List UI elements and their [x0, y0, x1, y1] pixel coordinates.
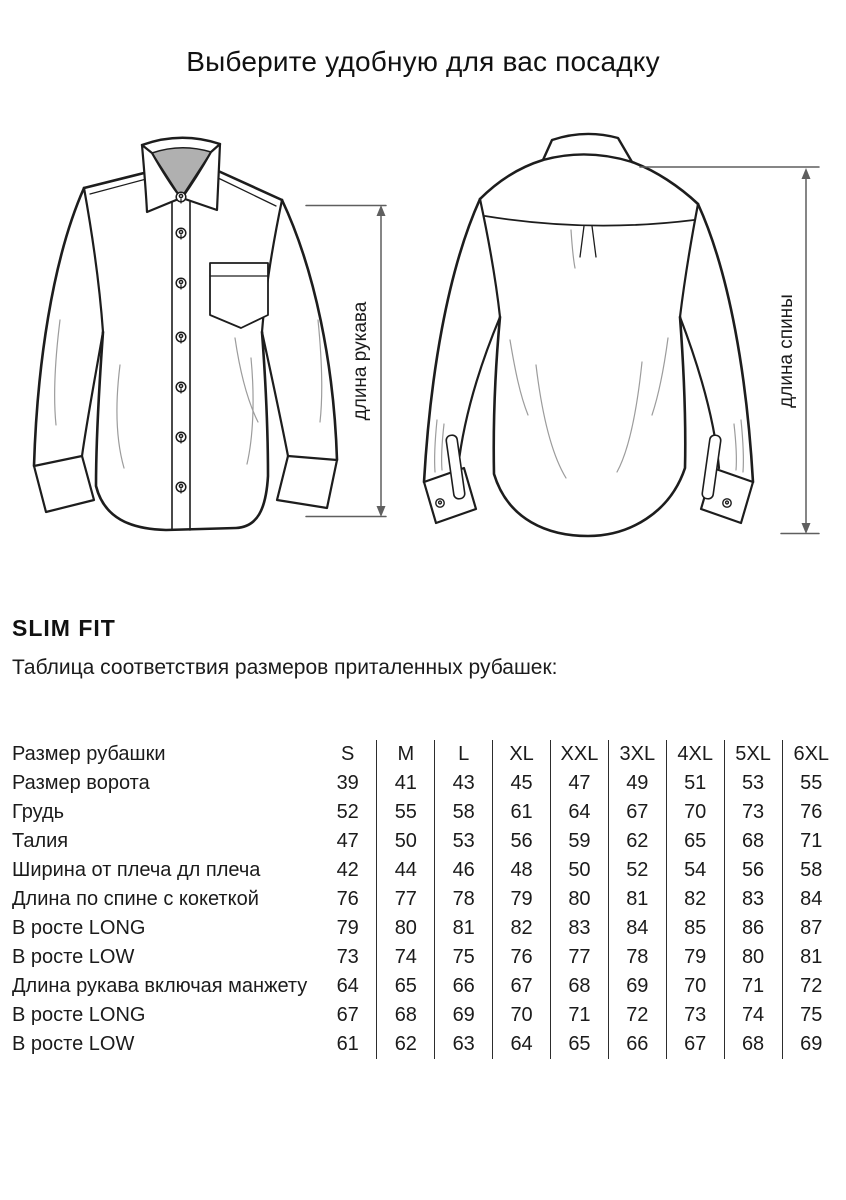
size-value-cell: 78 — [608, 943, 666, 972]
row-label: В росте LONG — [12, 917, 146, 939]
size-header-cell: 4XL — [666, 740, 724, 769]
row-label: Ширина от плеча дл плеча — [12, 859, 261, 881]
size-table-header-row — [12, 740, 840, 769]
size-value-cell: 64 — [551, 798, 609, 827]
size-value-cell: 71 — [551, 1001, 609, 1030]
back-left-cuff — [424, 468, 476, 523]
size-value-cell: 84 — [608, 914, 666, 943]
size-value-cell: 71 — [782, 827, 840, 856]
size-table-body — [12, 740, 840, 1059]
size-value-cell: 70 — [493, 1001, 551, 1030]
size-value-cell: 53 — [724, 769, 782, 798]
back-length-label: длина спины — [776, 294, 797, 408]
button-icon — [176, 228, 186, 239]
fit-heading: SLIM FIT — [12, 615, 116, 641]
size-value-cell: 67 — [493, 972, 551, 1001]
size-value-cell: 82 — [493, 914, 551, 943]
size-value-cell: 44 — [377, 856, 435, 885]
size-header-cell: 6XL — [782, 740, 840, 769]
table-row — [12, 856, 840, 885]
size-value-cell: 81 — [435, 914, 493, 943]
back-body-outline — [494, 317, 686, 536]
size-value-cell: 80 — [551, 885, 609, 914]
size-value-cell: 76 — [493, 943, 551, 972]
size-value-cell: 77 — [377, 885, 435, 914]
front-buttons — [176, 192, 186, 493]
size-value-cell: 73 — [666, 1001, 724, 1030]
size-value-cell: 65 — [666, 827, 724, 856]
size-value-cell: 56 — [724, 856, 782, 885]
size-value-cell: 74 — [724, 1001, 782, 1030]
page-title: Выберите удобную для вас посадку — [186, 46, 660, 77]
button-icon — [176, 432, 186, 443]
size-value-cell: 66 — [608, 1030, 666, 1059]
size-value-cell: 39 — [336, 772, 359, 794]
size-value-cell: 52 — [608, 856, 666, 885]
size-value-cell: 68 — [724, 1030, 782, 1059]
size-value-cell: 42 — [336, 859, 359, 881]
size-value-cell: 61 — [336, 1033, 359, 1055]
size-value-cell: 62 — [608, 827, 666, 856]
size-value-cell: 73 — [724, 798, 782, 827]
size-value-cell: 48 — [493, 856, 551, 885]
button-icon — [176, 332, 186, 343]
front-right-shoulder-detail — [214, 176, 276, 206]
size-value-cell: 58 — [782, 856, 840, 885]
back-box-pleat — [580, 226, 596, 257]
size-value-cell: 46 — [435, 856, 493, 885]
size-value-cell: 50 — [551, 856, 609, 885]
front-right-sleeve — [282, 200, 337, 460]
size-value-cell: 76 — [336, 888, 359, 910]
button-icon — [436, 499, 444, 507]
table-row — [12, 827, 840, 856]
size-value-cell: 78 — [435, 885, 493, 914]
size-value-cell: 49 — [608, 769, 666, 798]
size-value-cell: 67 — [336, 1004, 359, 1026]
size-value-cell: 82 — [666, 885, 724, 914]
size-value-cell: 67 — [608, 798, 666, 827]
size-value-cell: 45 — [493, 769, 551, 798]
size-value-cell: 51 — [666, 769, 724, 798]
shirt-front-drawing — [34, 138, 337, 530]
row-label: В росте LOW — [12, 946, 135, 968]
size-value-cell: 68 — [724, 827, 782, 856]
back-crease-lines — [435, 230, 744, 478]
table-subtitle: Таблица соответствия размеров приталенных рубашек: — [12, 656, 558, 679]
size-value-cell: 75 — [782, 1001, 840, 1030]
size-value-cell: 65 — [551, 1030, 609, 1059]
size-value-cell: 87 — [782, 914, 840, 943]
front-left-shoulder-seam — [84, 172, 148, 188]
row-label: Размер рубашки — [12, 743, 166, 765]
arrow-down-icon — [802, 523, 811, 534]
row-label: Грудь — [12, 801, 65, 823]
size-value-cell: 54 — [666, 856, 724, 885]
table-row — [12, 769, 840, 798]
size-value-cell: 58 — [435, 798, 493, 827]
front-right-cuff — [277, 456, 337, 508]
size-value-cell: 74 — [377, 943, 435, 972]
size-header-cell: M — [377, 740, 435, 769]
size-header-cell: XL — [493, 740, 551, 769]
size-value-cell: 83 — [724, 885, 782, 914]
size-value-cell: 55 — [782, 769, 840, 798]
size-value-cell: 72 — [608, 1001, 666, 1030]
size-value-cell: 47 — [336, 830, 359, 852]
button-icon — [176, 482, 186, 493]
front-crease-lines — [55, 320, 322, 468]
size-value-cell: 81 — [782, 943, 840, 972]
size-value-cell: 56 — [493, 827, 551, 856]
table-row — [12, 798, 840, 827]
size-header-cell: 3XL — [608, 740, 666, 769]
front-body-outline — [96, 332, 268, 530]
table-row — [12, 885, 840, 914]
front-left-shoulder-detail — [90, 178, 150, 194]
size-value-cell: 47 — [551, 769, 609, 798]
size-value-cell: 69 — [435, 1001, 493, 1030]
size-value-cell: 50 — [377, 827, 435, 856]
size-value-cell: 67 — [666, 1030, 724, 1059]
front-chest-pocket — [210, 263, 268, 328]
button-icon — [176, 278, 186, 289]
size-value-cell: 72 — [782, 972, 840, 1001]
table-row — [12, 914, 840, 943]
size-value-cell: 81 — [608, 885, 666, 914]
size-value-cell: 69 — [608, 972, 666, 1001]
size-value-cell: 53 — [435, 827, 493, 856]
row-label: Длина рукава включая манжету — [12, 975, 308, 997]
button-icon — [723, 499, 731, 507]
front-left-armhole — [84, 188, 103, 332]
size-value-cell: 75 — [435, 943, 493, 972]
front-left-cuff — [34, 456, 94, 512]
size-header-cell: S — [341, 743, 355, 765]
arrow-up-icon — [377, 205, 386, 216]
size-value-cell: 85 — [666, 914, 724, 943]
size-value-cell: 83 — [551, 914, 609, 943]
front-right-shoulder-seam — [216, 170, 282, 200]
size-header-cell: XXL — [551, 740, 609, 769]
size-value-cell: 79 — [336, 917, 359, 939]
size-value-cell: 62 — [377, 1030, 435, 1059]
shirt-back-drawing — [424, 134, 753, 536]
row-label: Длина по спине с кокеткой — [12, 888, 259, 910]
size-value-cell: 70 — [666, 798, 724, 827]
size-value-cell: 43 — [435, 769, 493, 798]
size-value-cell: 80 — [377, 914, 435, 943]
button-icon — [176, 382, 186, 393]
back-right-sleeve — [698, 204, 753, 482]
size-value-cell: 79 — [666, 943, 724, 972]
size-value-cell: 52 — [336, 801, 359, 823]
back-yoke-seam — [485, 216, 694, 226]
front-collar-top-edge — [142, 138, 220, 145]
row-label: В росте LOW — [12, 1033, 135, 1055]
sleeve-length-label: длина рукава — [350, 301, 371, 421]
size-value-cell: 73 — [336, 946, 359, 968]
button-icon — [176, 192, 186, 203]
size-value-cell: 64 — [493, 1030, 551, 1059]
size-value-cell: 80 — [724, 943, 782, 972]
size-value-cell: 79 — [493, 885, 551, 914]
size-value-cell: 55 — [377, 798, 435, 827]
back-right-shoulder — [632, 162, 698, 204]
size-value-cell: 65 — [377, 972, 435, 1001]
table-row — [12, 972, 840, 1001]
size-header-cell: 5XL — [724, 740, 782, 769]
size-value-cell: 76 — [782, 798, 840, 827]
table-row — [12, 1001, 840, 1030]
row-label: В росте LONG — [12, 1004, 146, 1026]
arrow-up-icon — [802, 168, 811, 179]
size-table — [12, 740, 840, 1059]
table-row — [12, 943, 840, 972]
row-label: Размер ворота — [12, 772, 150, 794]
arrow-down-icon — [377, 506, 386, 517]
shirt-figures — [0, 110, 846, 615]
row-label: Талия — [12, 830, 69, 852]
size-value-cell: 41 — [377, 769, 435, 798]
front-placket — [172, 202, 190, 530]
size-value-cell: 63 — [435, 1030, 493, 1059]
size-value-cell: 69 — [782, 1030, 840, 1059]
size-value-cell: 84 — [782, 885, 840, 914]
size-header-cell: L — [435, 740, 493, 769]
size-value-cell: 68 — [551, 972, 609, 1001]
size-value-cell: 64 — [336, 975, 359, 997]
size-value-cell: 70 — [666, 972, 724, 1001]
table-row — [12, 1030, 840, 1059]
back-collar — [543, 134, 632, 162]
size-value-cell: 66 — [435, 972, 493, 1001]
size-value-cell: 61 — [493, 798, 551, 827]
size-value-cell: 59 — [551, 827, 609, 856]
back-left-shoulder — [480, 160, 543, 199]
size-value-cell: 86 — [724, 914, 782, 943]
size-value-cell: 77 — [551, 943, 609, 972]
size-value-cell: 68 — [377, 1001, 435, 1030]
size-value-cell: 71 — [724, 972, 782, 1001]
